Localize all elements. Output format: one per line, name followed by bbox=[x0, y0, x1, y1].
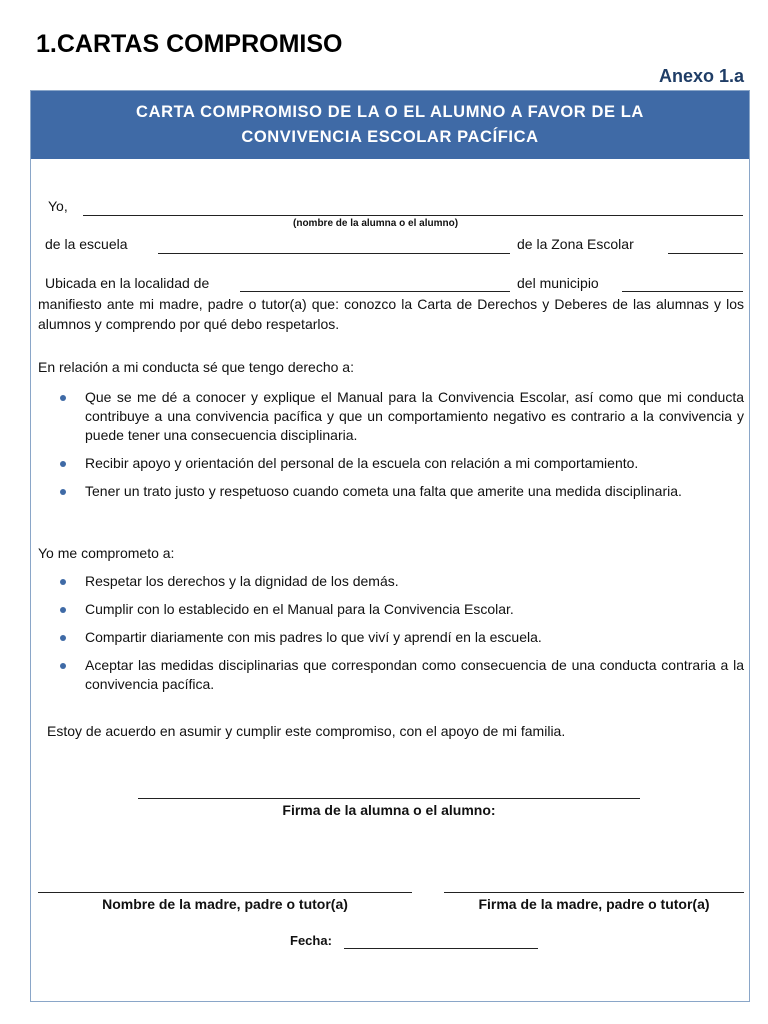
bullet-icon bbox=[60, 579, 66, 585]
commitment-item-1: Respetar los derechos y la dignidad de los demás. bbox=[38, 572, 744, 591]
rights-item-2: Recibir apoyo y orientación del personal de la escuela con relación a mi comportamiento. bbox=[38, 454, 744, 473]
municipality-line[interactable] bbox=[622, 291, 743, 292]
bullet-icon bbox=[60, 607, 66, 613]
commitments-heading: Yo me comprometo a: bbox=[38, 545, 175, 561]
guardian-name-line[interactable] bbox=[38, 892, 412, 893]
agreement-text: Estoy de acuerdo en asumir y cumplir este compromiso, con el apoyo de mi familia. bbox=[47, 723, 566, 739]
school-line[interactable] bbox=[158, 253, 510, 254]
bullet-icon bbox=[60, 395, 66, 401]
student-signature-line[interactable] bbox=[138, 798, 640, 799]
bullet-icon bbox=[60, 635, 66, 641]
bullet-icon bbox=[60, 663, 66, 669]
student-name-hint: (nombre de la alumna o el alumno) bbox=[293, 218, 459, 229]
guardian-name-label: Nombre de la madre, padre o tutor(a) bbox=[102, 896, 348, 912]
rights-item-1: Que se me dé a conocer y explique el Manual para la Convivencia Escolar, así como que mi conducta contribuye a una convivencia pacífica y que un comportamiento negativo es contrario a la convivencia y puede tener una consecuencia disciplinaria. bbox=[38, 388, 744, 445]
student-signature-label: Firma de la alumna o el alumno: bbox=[282, 802, 496, 818]
rights-heading: En relación a mi conducta sé que tengo derecho a: bbox=[38, 359, 354, 375]
banner-title-line-2: CONVIVENCIA ESCOLAR PACÍFICA bbox=[241, 128, 539, 146]
date-label: Fecha: bbox=[290, 933, 332, 948]
guardian-signature-line[interactable] bbox=[444, 892, 744, 893]
commitment-item-2: Cumplir con lo establecido en el Manual para la Convivencia Escolar. bbox=[38, 600, 744, 619]
guardian-signature-label: Firma de la madre, padre o tutor(a) bbox=[478, 896, 710, 912]
bullet-icon bbox=[60, 489, 66, 495]
locality-label: Ubicada en la localidad de bbox=[45, 275, 210, 291]
commitment-item-3: Compartir diariamente con mis padres lo que viví y aprendí en la escuela. bbox=[38, 628, 744, 647]
rights-list bbox=[38, 388, 744, 510]
commitment-item-4: Aceptar las medidas disciplinarias que correspondan como consecuencia de una conducta contraria a la convivencia pacífica. bbox=[38, 656, 744, 694]
locality-line[interactable] bbox=[240, 291, 510, 292]
letter-banner bbox=[31, 91, 749, 159]
zone-line[interactable] bbox=[668, 253, 743, 254]
zone-label: de la Zona Escolar bbox=[517, 236, 634, 252]
school-label: de la escuela bbox=[45, 236, 128, 252]
commitments-list bbox=[38, 572, 744, 703]
manifest-paragraph: manifiesto ante mi madre, padre o tutor(a) que: conozco la Carta de Derechos y Deberes de las alumnas y los alumnos y comprendo por qué debo respetarlos. bbox=[38, 296, 744, 332]
annex-label: Anexo 1.a bbox=[658, 66, 744, 86]
yo-label: Yo, bbox=[48, 198, 68, 214]
municipality-label: del municipio bbox=[517, 275, 599, 291]
bullet-icon bbox=[60, 461, 66, 467]
banner-title-line-1: CARTA COMPROMISO DE LA O EL ALUMNO A FAVOR DE LA bbox=[136, 103, 644, 121]
rights-item-3: Tener un trato justo y respetuoso cuando cometa una falta que amerite una medida disciplinaria. bbox=[38, 482, 744, 501]
page-title: 1.CARTAS COMPROMISO bbox=[36, 30, 343, 58]
date-line[interactable] bbox=[344, 948, 538, 949]
student-name-line[interactable] bbox=[83, 215, 743, 216]
